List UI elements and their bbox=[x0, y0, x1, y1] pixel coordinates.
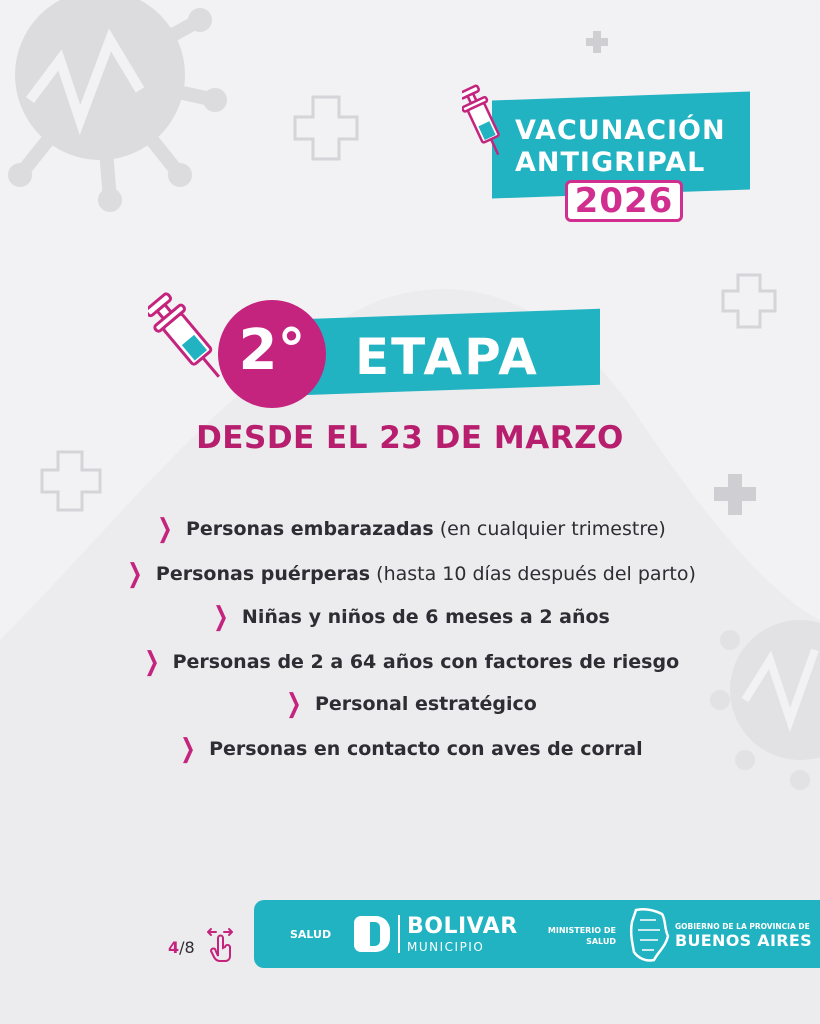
syringe-icon bbox=[462, 82, 504, 162]
chevron-right-icon: ❯ bbox=[180, 734, 196, 764]
chevron-right-icon: ❯ bbox=[127, 559, 143, 589]
footer-gobierno: GOBIERNO DE LA PROVINCIA DE bbox=[675, 922, 810, 931]
swipe-hand-icon[interactable] bbox=[204, 926, 236, 962]
footer-municipio: MUNICIPIO bbox=[407, 940, 485, 954]
province-map-icon bbox=[628, 906, 670, 964]
chevron-right-icon: ❯ bbox=[286, 689, 302, 719]
plus-icon bbox=[295, 97, 357, 159]
etapa-label: ETAPA bbox=[355, 328, 539, 386]
footer-ministerio: MINISTERIO DE SALUD bbox=[547, 926, 616, 946]
list-item: ❯ Personas en contacto con aves de corral bbox=[180, 734, 643, 764]
page-indicator: 4/8 bbox=[168, 938, 195, 957]
list-item: ❯ Niñas y niños de 6 meses a 2 años bbox=[213, 602, 610, 632]
footer-salud: SALUD bbox=[290, 928, 332, 941]
header-title-line2: ANTIGRIPAL bbox=[515, 147, 706, 178]
etapa-number: 2° bbox=[238, 318, 306, 383]
chevron-right-icon: ❯ bbox=[213, 602, 229, 632]
plus-icon bbox=[723, 275, 775, 327]
footer-divider bbox=[398, 915, 400, 953]
list-item: ❯ Personas de 2 a 64 años con factores de riesgo bbox=[144, 647, 680, 677]
footer-bolivar: BOLIVAR bbox=[407, 914, 518, 939]
header-year: 2026 bbox=[565, 180, 683, 222]
list-item: ❯ Personas embarazadas (en cualquier trimestre) bbox=[157, 514, 666, 544]
chevron-right-icon: ❯ bbox=[144, 647, 160, 677]
start-date: DESDE EL 23 DE MARZO bbox=[196, 420, 624, 456]
header-title-line1: VACUNACIÓN bbox=[515, 115, 726, 146]
plus-icon bbox=[714, 474, 756, 515]
syringe-icon bbox=[148, 288, 228, 392]
footer-buenos-aires: BUENOS AIRES bbox=[675, 931, 812, 950]
list-item: ❯ Personas puérperas (hasta 10 días después del parto) bbox=[127, 559, 696, 589]
bolivar-logo-icon bbox=[354, 916, 390, 952]
plus-icon bbox=[586, 31, 608, 53]
list-item: ❯ Personal estratégico bbox=[286, 689, 537, 719]
virus-icon bbox=[8, 0, 227, 212]
plus-icon bbox=[42, 452, 100, 510]
chevron-right-icon: ❯ bbox=[157, 514, 173, 544]
